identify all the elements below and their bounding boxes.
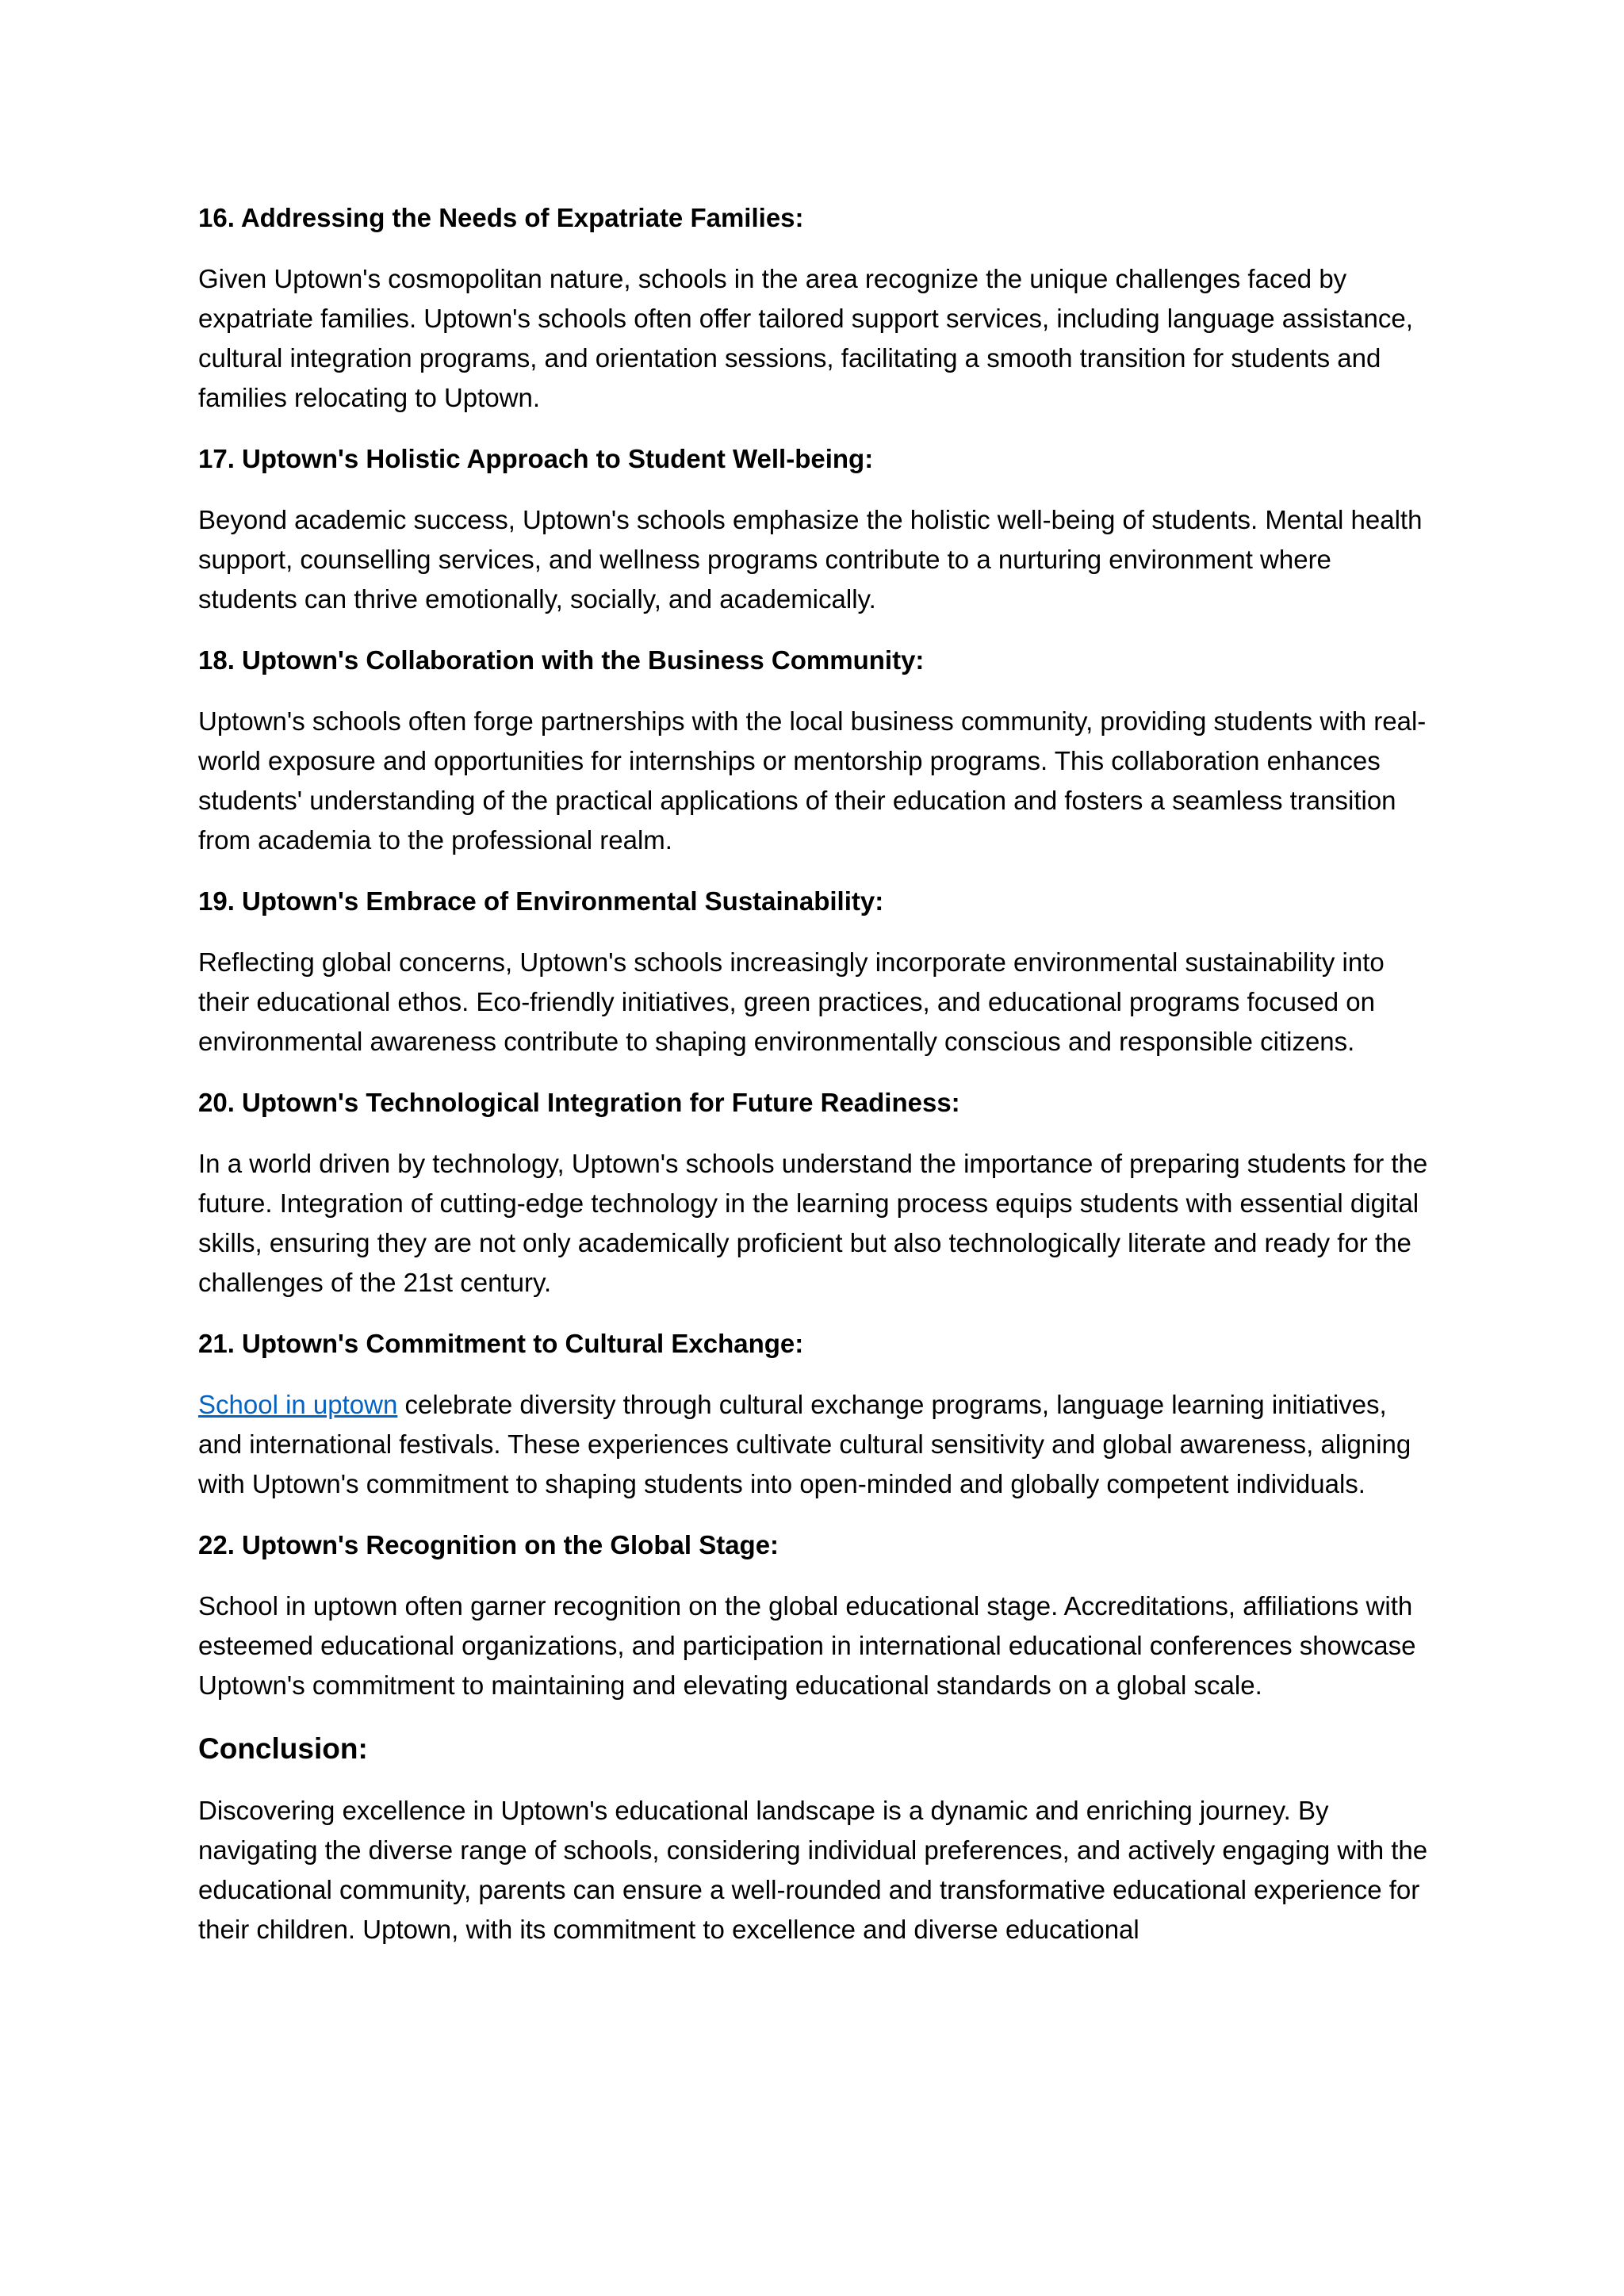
document-page xyxy=(198,198,1435,1971)
conclusion-heading: Conclusion: xyxy=(198,1732,368,1765)
section-21-paragraph xyxy=(198,1385,1435,1504)
section-16-body: Given Uptown's cosmopolitan nature, schools in the area recognize the unique challenges faced by expatriate families. Uptown's schools often offer tailored support services, including language assistance, cultural integration programs, and orientation sessions, facilitating a smooth transition for students and families relocating to Uptown. xyxy=(198,264,1413,412)
section-20-body: In a world driven by technology, Uptown's schools understand the importance of preparing students for the future. Integration of cutting-edge technology in the learning process equips students with essential digital skills, ensuring they are not only academically proficient but also technologically literate and ready for the challenges of the 21st century. xyxy=(198,1149,1428,1297)
section-17-heading: 17. Uptown's Holistic Approach to Student Well-being: xyxy=(198,444,874,473)
section-19-body: Reflecting global concerns, Uptown's schools increasingly incorporate environmental sustainability into their educational ethos. Eco-friendly initiatives, green practices, and educational programs focused on environmental awareness contribute to shaping environmentally conscious and responsible citizens. xyxy=(198,947,1385,1056)
conclusion-body: Discovering excellence in Uptown's educational landscape is a dynamic and enriching journey. By navigating the diverse range of schools, considering individual preferences, and actively engaging with the educational community, parents can ensure a well-rounded and transformative educational experience for their children. Uptown, with its commitment to excellence and diverse educational xyxy=(198,1796,1428,1944)
section-20-heading: 20. Uptown's Technological Integration for Future Readiness: xyxy=(198,1088,960,1117)
section-21-body: celebrate diversity through cultural exchange programs, language learning initiatives, and international festivals. These experiences cultivate cultural sensitivity and global awareness, aligning with Uptown's commitment to shaping students into open-minded and globally competent individuals. xyxy=(198,1390,1411,1498)
school-in-uptown-link[interactable]: School in uptown xyxy=(198,1390,398,1419)
section-18-heading: 18. Uptown's Collaboration with the Business Community: xyxy=(198,645,925,675)
section-22-body: School in uptown often garner recognition on the global educational stage. Accreditations, affiliations with esteemed educational organizations, and participation in international educational conferences showcase Uptown's commitment to maintaining and elevating educational standards on a global scale. xyxy=(198,1591,1416,1700)
section-18-body: Uptown's schools often forge partnerships with the local business community, providing students with real-world exposure and opportunities for internships or mentorship programs. This collaboration enhances students' understanding of the practical applications of their education and fosters a seamless transition from academia to the professional realm. xyxy=(198,706,1427,855)
section-22-heading: 22. Uptown's Recognition on the Global Stage: xyxy=(198,1530,779,1559)
section-19-heading: 19. Uptown's Embrace of Environmental Sustainability: xyxy=(198,886,884,916)
section-17-body: Beyond academic success, Uptown's schools emphasize the holistic well-being of students. Mental health support, counselling services, and wellness programs contribute to a nurturing environment where students can thrive emotionally, socially, and academically. xyxy=(198,505,1423,614)
section-16-heading: 16. Addressing the Needs of Expatriate Families: xyxy=(198,203,804,232)
section-21-heading: 21. Uptown's Commitment to Cultural Exchange: xyxy=(198,1329,804,1358)
